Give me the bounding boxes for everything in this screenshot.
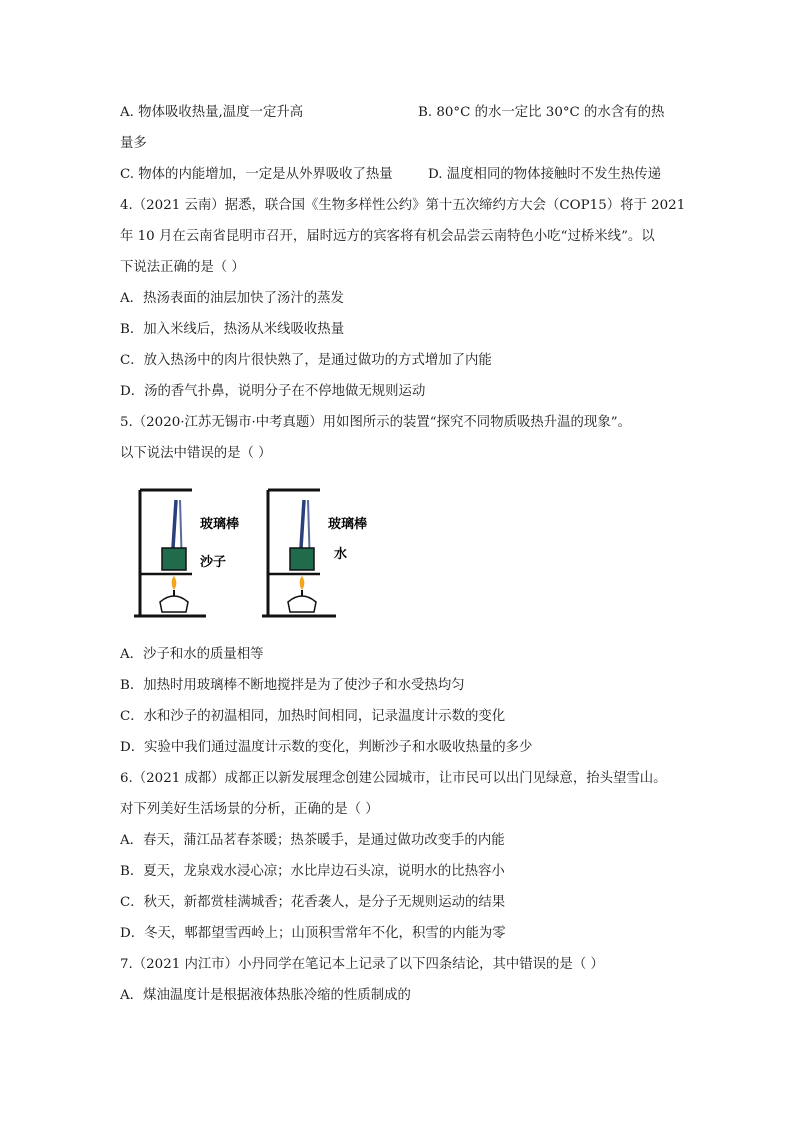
left-beaker — [162, 548, 186, 570]
q4-option-c: C．放入热汤中的肉片很快熟了，是通过做功的方式增加了内能 — [120, 353, 492, 368]
q6-option-c: C．秋天，新都赏桂满城香；花香袭人，是分子无规则运动的结果 — [120, 895, 506, 910]
q4-option-b: B．加入米线后，热汤从米线吸收热量 — [120, 322, 345, 337]
q4-stem-line-3: 下说法正确的是（ ） — [120, 260, 245, 275]
left-alcohol-lamp — [160, 596, 188, 612]
right-rod-label: 玻璃棒 — [328, 517, 368, 532]
q5-stem-line-2: 以下说法中错误的是（ ） — [120, 446, 272, 461]
q5-option-a: A．沙子和水的质量相等 — [120, 647, 264, 662]
q4-option-a: A．热汤表面的油层加快了汤汁的蒸发 — [120, 291, 344, 306]
q6-option-d: D．冬天，郫都望雪西岭上；山顶积雪常年不化，积雪的内能为零 — [120, 926, 506, 941]
q5-option-b: B．加热时用玻璃棒不断地搅拌是为了使沙子和水受热均匀 — [120, 678, 465, 693]
q4-stem-line-2: 年 10 月在云南省昆明市召开，届时远方的宾客将有机会品尝云南特色小吃“过桥米线”。以 — [120, 229, 655, 244]
right-flame — [300, 576, 305, 590]
right-apparatus — [262, 490, 367, 616]
q6-option-b: B．夏天，龙泉戏水浸心凉；水比岸边石头凉，说明水的比热容小 — [120, 864, 505, 879]
left-apparatus — [134, 490, 239, 616]
q6-stem-line-1: 6.（2021 成都）成都正以新发展理念创建公园城市，让市民可以出门见绿意，抬头望雪山。 — [120, 771, 667, 786]
q3-option-b-continued: 量多 — [120, 136, 147, 151]
q6-option-a: A．春天，蒲江品茗春茶暖；热茶暖手，是通过做功改变手的内能 — [120, 833, 505, 848]
left-substance-label: 沙子 — [200, 555, 227, 570]
q4-stem-line-1: 4.（2021 云南）据悉，联合国《生物多样性公约》第十五次缔约方大会（COP15）将于 2021 — [120, 198, 686, 213]
right-substance-label: 水 — [334, 547, 348, 562]
q7-option-a: A．煤油温度计是根据液体热胀冷缩的性质制成的 — [120, 988, 411, 1003]
right-beaker — [290, 548, 314, 570]
left-rod-label: 玻璃棒 — [200, 517, 240, 532]
q5-stem-line-1: 5.（2020·江苏无锡市·中考真题）用如图所示的装置“探究不同物质吸热升温的现象”。 — [120, 415, 631, 430]
q7-stem-line-1: 7.（2021 内江市）小丹同学在笔记本上记录了以下四条结论，其中错误的是（ ） — [120, 957, 604, 972]
q3-option-a: A. 物体吸收热量,温度一定升高 — [120, 105, 304, 120]
q4-option-d: D．汤的香气扑鼻，说明分子在不停地做无规则运动 — [120, 384, 426, 399]
q3-option-d: D. 温度相同的物体接触时不发生热传递 — [428, 167, 662, 182]
q3-option-c: C. 物体的内能增加，一定是从外界吸收了热量 — [120, 167, 393, 182]
q6-stem-line-2: 对下列美好生活场景的分析，正确的是（ ） — [120, 802, 379, 817]
q5-option-c: C．水和沙子的初温相同，加热时间相同，记录温度计示数的变化 — [120, 709, 506, 724]
left-flame — [172, 576, 177, 590]
experiment-figure — [130, 478, 390, 628]
q5-option-d: D．实验中我们通过温度计示数的变化，判断沙子和水吸收热量的多少 — [120, 740, 533, 755]
right-alcohol-lamp — [288, 596, 316, 612]
experiment-apparatus-diagram — [130, 478, 390, 628]
q3-option-b: B. 80°C 的水一定比 30°C 的水含有的热 — [418, 105, 665, 120]
